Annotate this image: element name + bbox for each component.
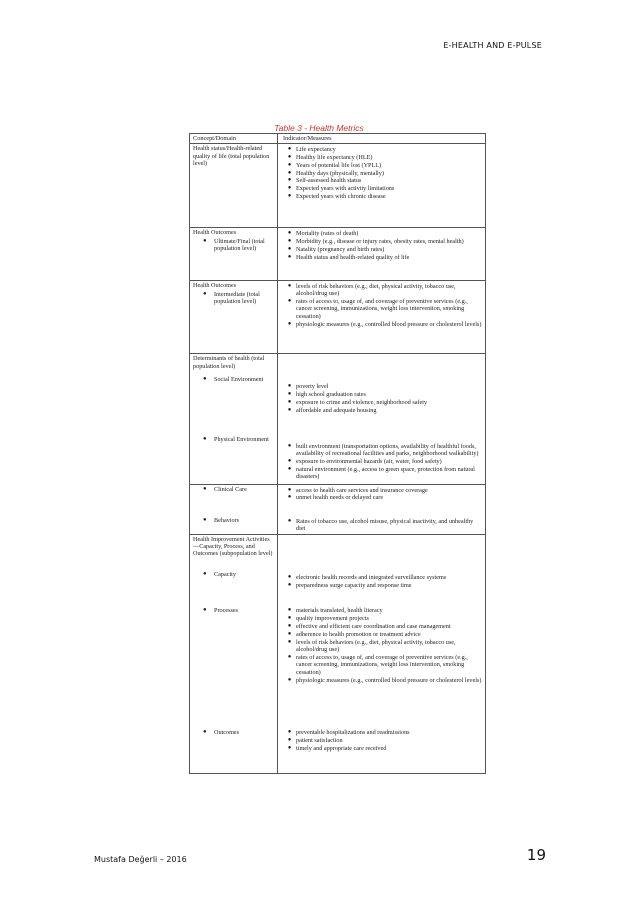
list-item: ● unmet health needs or delayed care: [283, 494, 482, 501]
list-item: ● physiologic measures (e.g., controlled blood pressure or cholesterol levels): [283, 677, 482, 684]
list-item: ● Years of potential life lost (YPLL): [283, 162, 482, 169]
list-item: ● Mortality (rates of death): [283, 230, 482, 237]
measures-cell: [278, 228, 485, 280]
list-item: ● high school graduation rates: [283, 391, 482, 398]
list-item: ● levels of risk behaviors (e.g., diet, physical activity, tobacco use, alcohol/drug use): [283, 639, 482, 654]
bullet-icon: ●: [287, 654, 292, 661]
bullet-icon: ●: [203, 517, 207, 523]
measures-cell: [278, 729, 485, 773]
concept-cell: Determinants of health (total population level): [190, 354, 278, 376]
column-header-concept: Concept/Domain: [190, 134, 278, 143]
table-row-behaviors: [190, 509, 485, 534]
concept-cell: [190, 485, 278, 509]
list-item: ● physiologic measures (e.g., controlled blood pressure or cholesterol levels): [283, 321, 482, 328]
health-metrics-table-part-2: [189, 484, 486, 774]
list-item: ● natural environment (e.g., access to green space, protection from natural disasters): [283, 466, 482, 481]
concept-cell: [190, 509, 278, 534]
bullet-icon: ●: [287, 161, 292, 168]
list-item: ● Healthy days (physically, mentally): [283, 170, 482, 177]
bullet-icon: ●: [287, 737, 292, 744]
bullet-icon: ●: [287, 382, 292, 389]
measures-cell: [278, 376, 485, 436]
bullet-icon: ●: [287, 282, 292, 289]
bullet-icon: ●: [287, 745, 292, 752]
measures-cell: [278, 144, 485, 227]
table-header-row: [190, 134, 485, 143]
list-item: ● Morbidity (e.g., disease or injury rates, obesity rates, mental health): [283, 238, 482, 245]
bullet-icon: ●: [287, 517, 292, 524]
bullet-icon: ●: [287, 623, 292, 630]
list-item: ● access to health care services and insurance coverage: [283, 487, 482, 494]
list-item: ● Rates of tobacco use, alcohol misuse, physical inactivity, and unhealthy diet: [283, 518, 482, 533]
bullet-icon: ●: [287, 615, 292, 622]
concept-subitem: ● Behaviors: [203, 517, 240, 524]
concept-cell: Health Outcomes ● Ultimate/Final (total population level): [190, 228, 278, 280]
bullet-icon: ●: [287, 145, 292, 152]
bullet-icon: ●: [287, 631, 292, 638]
bullet-icon: ●: [287, 442, 292, 449]
measures-cell: [278, 571, 485, 607]
bullet-icon: ●: [287, 245, 292, 252]
bullet-icon: ●: [203, 436, 207, 443]
table-row-outcomes-intermediate: [190, 280, 485, 353]
table-row-health-status: [190, 143, 485, 227]
list-item: ● affordable and adequate housing: [283, 407, 482, 414]
bullet-icon: ●: [203, 606, 207, 613]
bullet-icon: ●: [287, 465, 292, 472]
list-item: ● rates of access to, usage of, and coverage of preventive services (e.g., cancer screening, immunizations, weight loss intervention, smoking cessation): [283, 654, 482, 676]
list-item: ● Self-assessed health status: [283, 177, 482, 184]
page-number: 19: [526, 846, 546, 864]
bullet-icon: ●: [287, 185, 292, 192]
list-item: ● electronic health records and integrated surveillance systems: [283, 574, 482, 581]
determinants-social: [190, 376, 485, 436]
bullet-icon: ●: [287, 320, 292, 327]
bullet-icon: ●: [287, 494, 292, 501]
concept-cell: Health status/Health-related quality of life (total population level): [190, 144, 278, 227]
bullet-icon: ●: [287, 607, 292, 614]
concept-subitem: ● Intermediate (total population level): [203, 290, 260, 305]
concept-cell: Health Improvement Activities—Capacity, Process, and Outcomes (subpopulation level): [190, 535, 278, 571]
concept-subitem: ● Processes: [203, 606, 239, 614]
bullet-icon: ●: [287, 253, 292, 260]
improvement-processes: [190, 607, 485, 729]
table-row-health-improvement: [190, 534, 485, 773]
list-item: ● built environment (transportation options, availability of healthful foods, availability of recreational facilities and parks, neighborhood walkability): [283, 443, 482, 458]
list-item: ● Natality (pregnancy and birth rates): [283, 246, 482, 253]
concept-cell: Health Outcomes ● Intermediate (total population level): [190, 281, 278, 353]
bullet-icon: ●: [287, 237, 292, 244]
bullet-icon: ●: [287, 574, 292, 581]
bullet-icon: ●: [287, 193, 292, 200]
health-metrics-table-part-1: [189, 133, 486, 505]
bullet-icon: ●: [287, 582, 292, 589]
measures-cell: [278, 281, 485, 353]
measures-cell: [278, 509, 485, 534]
bullet-icon: ●: [287, 406, 292, 413]
table-row-outcomes-ultimate: [190, 227, 485, 280]
list-item: ● quality improvement projects: [283, 615, 482, 622]
list-item: ● patient satisfaction: [283, 737, 482, 744]
bullet-icon: ●: [287, 729, 292, 736]
bullet-icon: ●: [203, 376, 207, 383]
bullet-icon: ●: [287, 676, 292, 683]
bullet-icon: ●: [287, 298, 292, 305]
bullet-icon: ●: [287, 229, 292, 236]
list-item: ● exposure to crime and violence, neighborhood safety: [283, 399, 482, 406]
concept-subitem: ● Capacity: [203, 570, 236, 578]
bullet-icon: ●: [287, 398, 292, 405]
bullet-icon: ●: [203, 237, 207, 244]
bullet-icon: ●: [287, 153, 292, 160]
bullet-icon: ●: [287, 169, 292, 176]
list-item: ● exposure to environmental hazards (air, water, food safety): [283, 458, 482, 465]
improvement-capacity: [190, 571, 485, 607]
table-row-determinants: [190, 353, 485, 504]
bullet-icon: ●: [203, 290, 207, 297]
list-item: ● adherence to health promotion or treatment advice: [283, 631, 482, 638]
list-item: ● preventable hospitalizations and readmissions: [283, 729, 482, 736]
bullet-icon: ●: [203, 486, 207, 492]
concept-subitem: ● Ultimate/Final (total population level): [203, 237, 265, 252]
list-item: ● Health status and health-related quality of life: [283, 254, 482, 261]
bullet-icon: ●: [203, 728, 207, 735]
bullet-icon: ●: [287, 458, 292, 465]
bullet-icon: ●: [287, 486, 292, 493]
bullet-icon: ●: [287, 390, 292, 397]
list-item: ● Expected years with chronic disease: [283, 193, 482, 200]
concept-subitem: ● Physical Environment: [203, 436, 269, 444]
improvement-outcomes: [190, 729, 485, 773]
list-item: ● rates of access to, usage of, and coverage of preventive services (e.g., cancer screening, immunizations, weight loss intervention, smoking cessation): [283, 298, 482, 320]
list-item: ● poverty level: [283, 383, 482, 390]
concept-subitem: ● Outcomes: [203, 728, 240, 736]
column-header-measures: Indicator/Measures: [283, 135, 332, 142]
list-item: ● Healthy life expectancy (HLE): [283, 154, 482, 161]
list-item: ● timely and appropriate care received: [283, 745, 482, 752]
list-item: ● Expected years with activity limitations: [283, 185, 482, 192]
list-item: ● effective and efficient care coordination and case management: [283, 623, 482, 630]
list-item: ● levels of risk behaviors (e.g., diet, physical activity, tobacco use, alcohol/drug use): [283, 283, 482, 298]
list-item: ● preparedness surge capacity and response time: [283, 582, 482, 589]
list-item: ● Life expectancy: [283, 146, 482, 153]
measures-cell: [278, 607, 485, 729]
bullet-icon: ●: [287, 177, 292, 184]
concept-subitem: ● Social Environment: [203, 376, 264, 384]
table-caption: Table 3 - Health Metrics: [274, 123, 364, 133]
footer-author: Mustafa Değerli – 2016: [94, 855, 187, 864]
bullet-icon: ●: [287, 638, 292, 645]
bullet-icon: ●: [203, 570, 207, 577]
running-header: E-HEALTH AND E-PULSE: [443, 41, 542, 50]
list-item: ● materials translated, health literacy: [283, 607, 482, 614]
measures-cell: [278, 485, 485, 509]
table-row-clinical-care: [190, 485, 485, 509]
concept-subitem: ● Clinical Care: [203, 486, 247, 493]
